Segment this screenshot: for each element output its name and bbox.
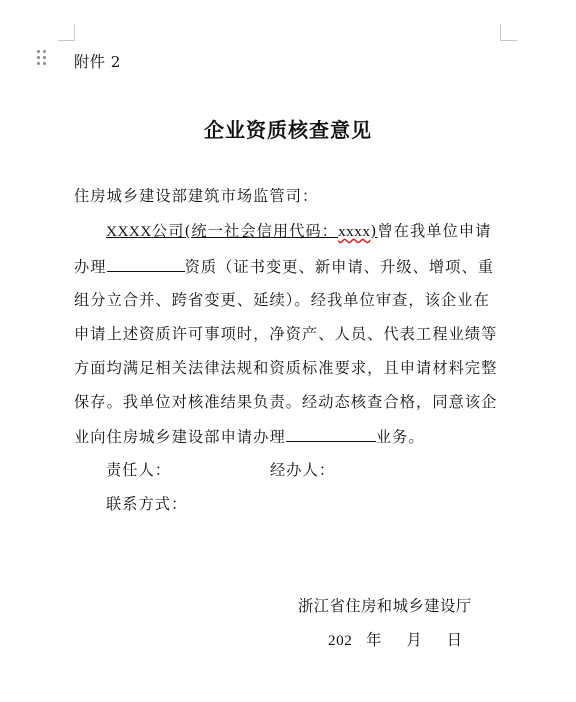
company-name: XXXX [106, 223, 152, 240]
line-2-end: 资质（证书变更、新申请、升级、增项、重 [184, 258, 495, 276]
credit-code-close: ) [370, 222, 378, 240]
body-line-1 [106, 221, 492, 242]
crop-mark-top-right [500, 24, 517, 41]
body-line-2 [74, 256, 494, 277]
issuing-authority: 浙江省住房和城乡建设厅 [298, 597, 472, 615]
date-year: 202 [328, 632, 353, 649]
credit-code: xxxx [338, 223, 371, 240]
body-line-6: 保存。我单位对核准结果负责。经动态核查合格，同意该企 [74, 393, 498, 411]
addressee: 住房城乡建设部建筑市场监管司： [74, 187, 319, 205]
line-1-rest: 曾在我单位申请 [377, 222, 492, 240]
contact-label: 联系方式： [106, 495, 188, 513]
drag-handle-icon[interactable] [37, 50, 47, 66]
body-line-3: 组分立合并、跨省变更、延续）。经我单位审查，该企业在 [74, 291, 490, 309]
date-month-unit: 月 [406, 631, 423, 649]
company-suffix: 公司(统一社会信用代码： [151, 222, 339, 240]
date-line [328, 630, 463, 651]
document-title: 企业资质核查意见 [204, 118, 372, 142]
date-day-unit: 日 [446, 631, 463, 649]
date-year-unit: 年 [366, 631, 383, 649]
line-7-start: 业向住房城乡建设部申请办理 [74, 428, 286, 446]
business-blank[interactable] [286, 426, 376, 442]
qualification-blank[interactable] [107, 256, 185, 272]
body-line-7 [74, 426, 425, 447]
body-line-5: 方面均满足相关法律法规和资质标准要求，且申请材料完整 [74, 359, 498, 377]
body-line-4: 申请上述资质许可事项时，净资产、人员、代表工程业绩等 [74, 325, 498, 343]
crop-mark-top-left [58, 24, 75, 41]
line-2-start: 办理 [74, 258, 107, 276]
line-7-end: 业务。 [375, 428, 425, 446]
attachment-label: 附件 2 [74, 53, 121, 71]
handler-label: 经办人： [270, 461, 336, 479]
responsible-person-label: 责任人： [106, 461, 172, 479]
